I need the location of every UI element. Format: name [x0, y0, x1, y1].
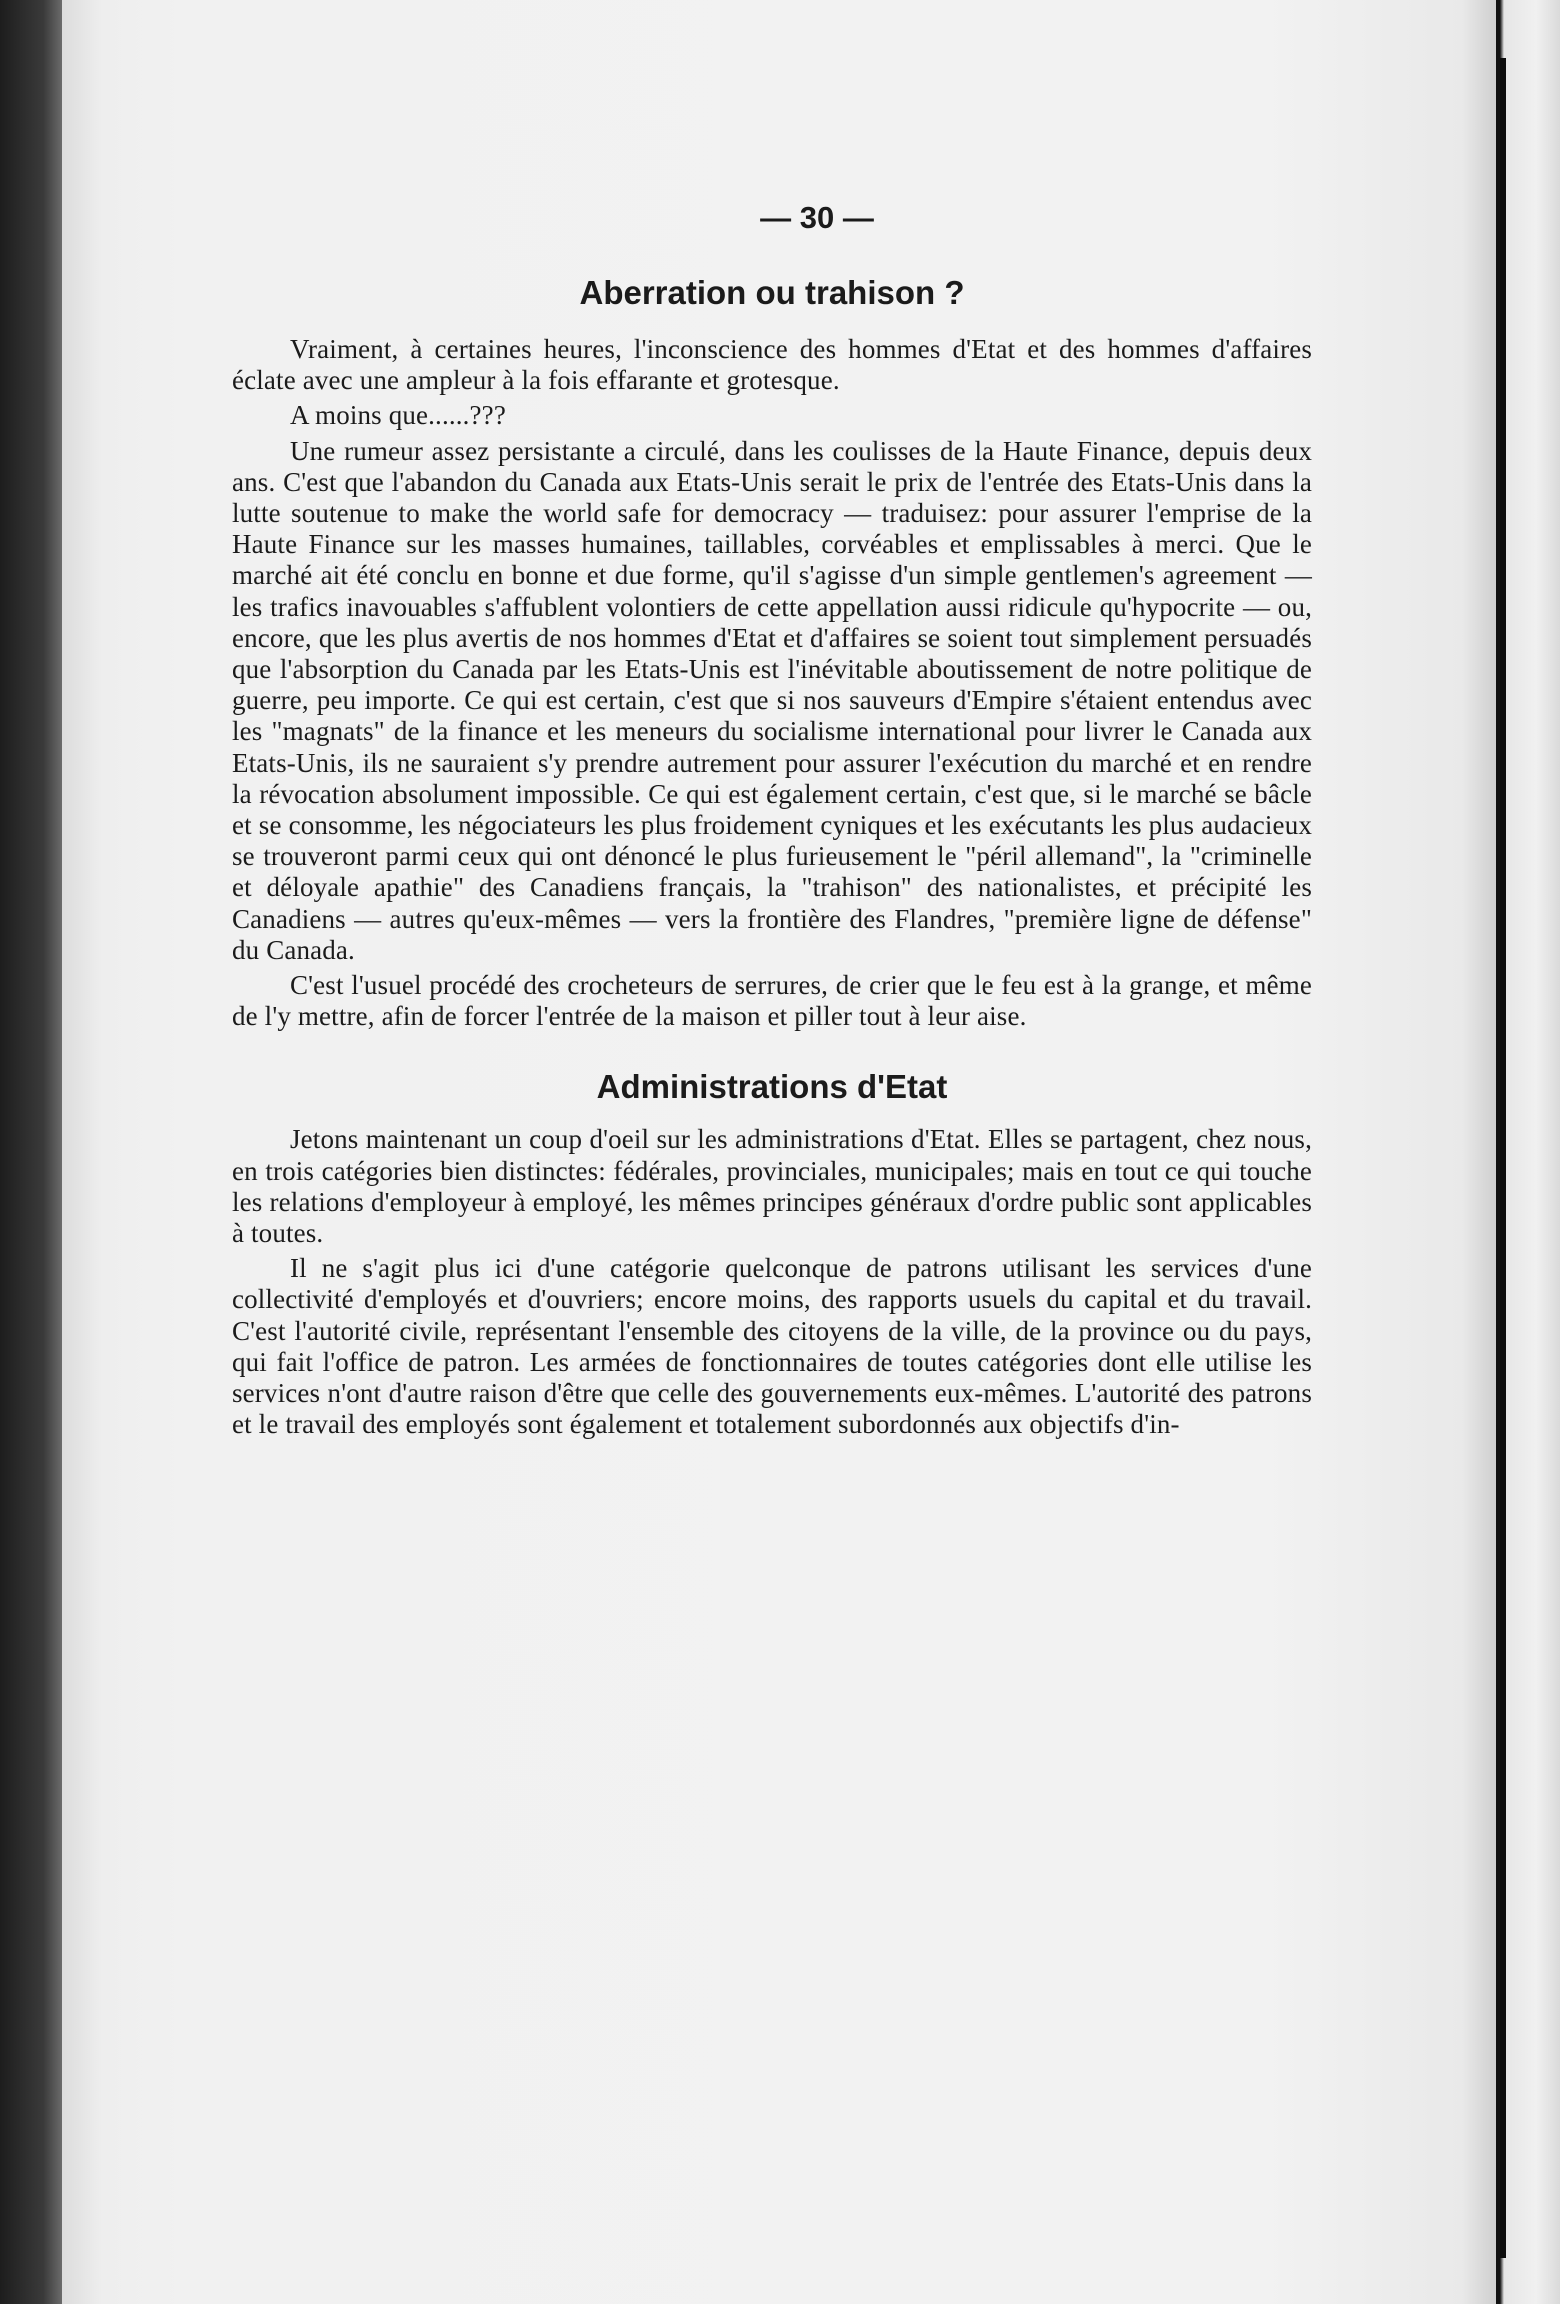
section-administrations	[232, 1068, 1312, 1440]
paragraph: Il ne s'agit plus ici d'une catégorie quelconque de patrons utilisant les services d'une collectivité d'employés et d'ouvriers; encore moins, des rapports usuels du capital et du travail. C'est l'autorité civile, représentant l'ensemble des citoyens de la ville, de la province ou du pays, qui fait l'office de patron. Les armées de fonctionnaires de toutes catégories dont elle utilise les services n'ont d'autre raison d'être que celle des gouvernements eux-mêmes. L'autorité des patrons et le travail des employés sont également et totalement subordonnés aux objectifs d'in-	[232, 1253, 1312, 1440]
paragraph: Vraiment, à certaines heures, l'inconscience des hommes d'Etat et des hommes d'affaires éclate avec une ampleur à la fois effarante et grotesque.	[232, 334, 1312, 396]
paragraph: A moins que......???	[290, 400, 506, 431]
page-edge-shadow	[1500, 58, 1506, 2258]
section-heading: Aberration ou trahison ?	[579, 274, 965, 311]
section-heading: Administrations d'Etat	[596, 1068, 948, 1106]
paragraph: C'est l'usuel procédé des crocheteurs de serrures, de crier que le feu est à la grange, et même de l'y mettre, afin de forcer l'entrée de la maison et piller tout à leur aise.	[232, 970, 1312, 1032]
paragraph: Jetons maintenant un coup d'oeil sur les administrations d'Etat. Elles se partagent, chez nous, en trois catégories bien distinctes: fédérales, provinciales, municipales; mais en tout ce qui touche les relations d'employeur à employé, les mêmes principes généraux d'ordre public sont applicables à toutes.	[232, 1124, 1312, 1249]
page-content	[232, 200, 1312, 1445]
section-aberration	[232, 274, 1312, 1032]
scan-left-edge	[0, 0, 62, 2304]
page-number: — 30 —	[760, 200, 874, 235]
paragraph: Une rumeur assez persistante a circulé, dans les coulisses de la Haute Finance, depuis deux ans. C'est que l'abandon du Canada aux Etats-Unis serait le prix de l'entrée des Etats-Unis dans la lutte soutenue to make the world safe for democracy — traduisez: pour assurer l'emprise de la Haute Finance sur les masses humaines, taillables, corvéables et emplissables à merci. Que le marché ait été conclu en bonne et due forme, qu'il s'agisse d'un simple gentlemen's agreement — les trafics inavouables s'affublent volontiers de cette appellation aussi ridicule qu'hypocrite — ou, encore, que les plus avertis de nos hommes d'Etat et d'affaires se soient tout simplement persuadés que l'absorption du Canada par les Etats-Unis est l'inévitable aboutissement de notre politique de guerre, peu importe. Ce qui est certain, c'est que si nos sauveurs d'Empire s'étaient entendus avec les "magnats" de la finance et les meneurs du socialisme international pour livrer le Canada aux Etats-Unis, ils ne sauraient s'y prendre autrement pour assurer l'exécution du marché et en rendre la révocation absolument impossible. Ce qui est également certain, c'est que, si le marché se bâcle et se consomme, les négociateurs les plus froidement cyniques et les exécutants les plus audacieux se trouveront parmi ceux qui ont dénoncé le plus furieusement le "péril allemand", la "criminelle et déloyale apathie" des Canadiens français, la "trahison" des nationalistes, et précipité les Canadiens — autres qu'eux-mêmes — vers la frontière des Flandres, "première ligne de défense" du Canada.	[232, 435, 1312, 965]
